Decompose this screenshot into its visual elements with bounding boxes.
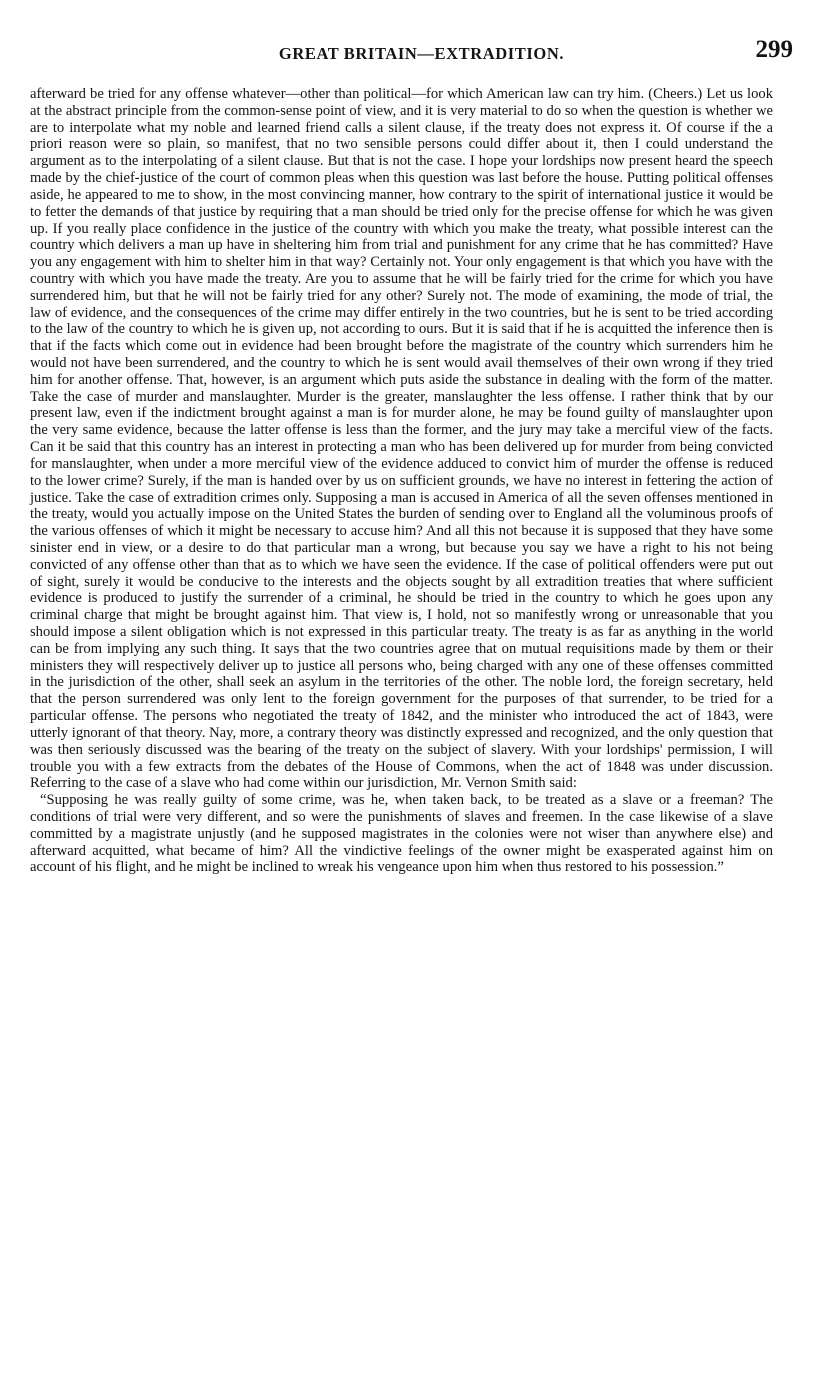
- quoted-extract: “Supposing he was really guilty of some crime, was he, when taken back, to be treated as a slave or a freeman? The conditions of trial were very different, and so were the punishments of slaves and freemen. In the case likewise of a slave committed by a magistrate unjustly (and he supposed magistrates in the colonies were not wiser than anywhere else) and afterward acquitted, what became of him? All the vindictive feelings of the owner might be exasperated against him on account of his flight, and he might be inclined to wreak his vengeance upon him when thus restored to his possession.”: [30, 792, 773, 876]
- speech-paragraph: afterward be tried for any offense whatever—other than political—for which American law can try him. (Cheers.) Let us look at the abstract principle from the common-sense point of view, and it is very material to do so when the question is whether we are to interpolate what my noble and learned friend calls a silent clause, if the treaty does not express it. Of course if the a priori reason were so plain, so manifest, that no two sensible persons could differ about it, then I could understand the argument as to the interpolating of a silent clause. But that is not the case. I hope your lordships now present heard the speech made by the chief-justice of the court of common pleas when this question was last before the house. Putting political offenses aside, he appeared to me to show, in the most convincing manner, how contrary to the spirit of international justice it would be to fetter the demands of that justice by requiring that a man should be tried only for the precise offense for which he was given up. If you really place confidence in the justice of the country with which you make the treaty, what possible interest can the country which delivers a man up have in sheltering him from trial and punishment for any crime that he has committed? Have you any engagement with him to shelter him in that way? Certainly not. Your only engagement is that which you have with the country with which you have made the treaty. Are you to assume that he will be fairly tried for the crime for which you have surrendered him, but that he will not be fairly tried for any other? Surely not. The mode of examining, the mode of trial, the law of evidence, and the consequences of the crime may differ entirely in the two countries, but he is sent to be tried according to the law of the country to which he is given up, not according to ours. But it is said that if he is acquitted the inference then is that if the facts which come out in evidence had been brought before the magistrate of the country which surrenders him he would not have been surrendered, and the country to which he is sent would avail themselves of their own wrong if they tried him for another offense. That, however, is an argument which puts aside the substance in dealing with the form of the matter. Take the case of murder and manslaughter. Murder is the greater, manslaughter the less offense. I rather think that by our present law, even if the indictment brought against a man is for murder alone, he may be found guilty of manslaughter upon the very same evidence, because the latter offense is less than the former, and the jury may take a merciful view of the facts. Can it be said that this country has an interest in protecting a man who has been delivered up for murder from being convicted for manslaughter, when under a more merciful view of the evidence adduced to convict him of murder the offense is reduced to the lower crime? Surely, if the man is handed over by us on sufficient grounds, we have no interest in fettering the action of justice. Take the case of extradition crimes only. Supposing a man is accused in America of all the seven offenses mentioned in the treaty, would you actually impose on the United States the burden of sending over to England all the voluminous proofs of the various offenses of which it might be necessary to accuse him? And all this not because it is supposed that they have some sinister end in view, or a desire to do that particular man a wrong, but because you say we have a right to his not being convicted of any offense other than that as to which we have seen the evidence. If the case of political offenders were put out of sight, surely it would be conducive to the interests and the objects sought by all extradition treaties that where sufficient evidence is produced to justify the surrender of a criminal, he should be tried in the country to which he goes upon any criminal charge that might be brought against him. That view is, I hold, not so manifestly wrong or unreasonable that you should impose a silent obligation which is not expressed in this particular treaty. The treaty is as far as anything in the world can be from implying any such thing. It says that the two countries agree that on mutual requisitions made by them or their ministers they will respectively deliver up to justice all persons who, being charged with any one of these offenses committed in the jurisdiction of the other, shall seek an asylum in the territories of the other. The noble lord, the foreign secretary, held that the person surrendered was only lent to the foreign government for the purposes of that surrender, to be tried for a particular offense. The persons who negotiated the treaty of 1842, and the minister who introduced the act of 1843, were utterly ignorant of that theory. Nay, more, a contrary theory was distinctly expressed and recognized, and the only question that was then seriously discussed was the bearing of the treaty on the subject of slavery. With your lordships' permission, I will trouble you with a few extracts from the debates of the House of Commons, when the act of 1848 was under discussion. Referring to the case of a slave who had come within our jurisdiction, Mr. Vernon Smith said:: [30, 86, 773, 792]
- running-head: GREAT BRITAIN—EXTRADITION.: [278, 44, 565, 63]
- body-text: [30, 86, 773, 876]
- page-header: [30, 36, 793, 72]
- page-number: 299: [755, 36, 793, 63]
